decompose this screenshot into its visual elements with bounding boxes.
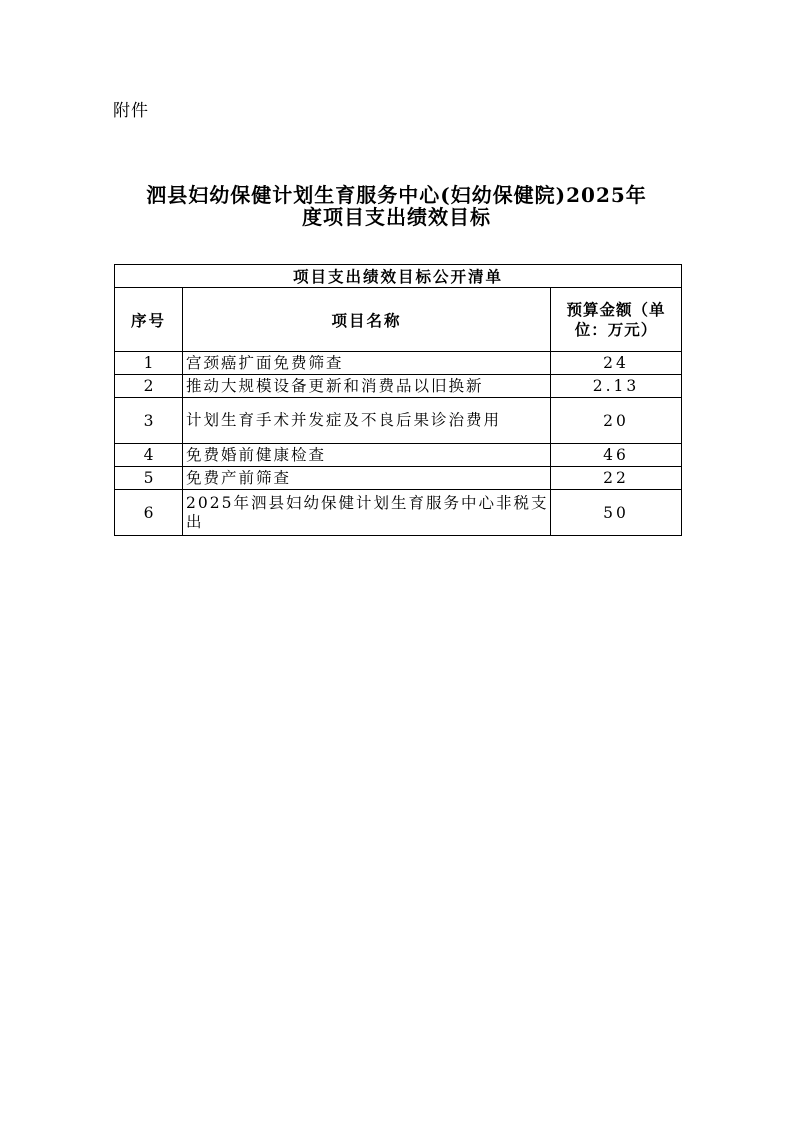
header-name: 项目名称 <box>183 288 551 352</box>
row-name: 计划生育手术并发症及不良后果诊治费用 <box>183 398 551 444</box>
row-no: 2 <box>115 375 183 398</box>
table-row <box>115 467 682 490</box>
table-caption: 项目支出绩效目标公开清单 <box>115 265 682 288</box>
row-no: 3 <box>115 398 183 444</box>
document-title-line-2: 度项目支出绩效目标 <box>302 205 491 229</box>
row-amount: 46 <box>551 444 682 467</box>
row-name: 2025年泗县妇幼保健计划生育服务中心非税支出 <box>183 490 551 536</box>
row-no: 1 <box>115 352 183 375</box>
row-amount: 50 <box>551 490 682 536</box>
table-row <box>115 490 682 536</box>
table-row <box>115 375 682 398</box>
budget-table <box>114 264 682 536</box>
table-row <box>115 444 682 467</box>
row-amount: 20 <box>551 398 682 444</box>
header-amount: 预算金额（单位：万元） <box>551 288 682 352</box>
row-amount: 22 <box>551 467 682 490</box>
table-row <box>115 398 682 444</box>
row-name: 推动大规模设备更新和消费品以旧换新 <box>183 375 551 398</box>
table-caption-row <box>115 265 682 288</box>
row-no: 6 <box>115 490 183 536</box>
attachment-label: 附件 <box>113 101 149 121</box>
table-header-row <box>115 288 682 352</box>
row-name: 宫颈癌扩面免费筛查 <box>183 352 551 375</box>
row-no: 4 <box>115 444 183 467</box>
header-no: 序号 <box>115 288 183 352</box>
row-name: 免费产前筛查 <box>183 467 551 490</box>
document-title-line-1: 泗县妇幼保健计划生育服务中心(妇幼保健院)2025年 <box>146 183 647 207</box>
row-amount: 24 <box>551 352 682 375</box>
table-row <box>115 352 682 375</box>
row-no: 5 <box>115 467 183 490</box>
row-amount: 2.13 <box>551 375 682 398</box>
row-name: 免费婚前健康检查 <box>183 444 551 467</box>
